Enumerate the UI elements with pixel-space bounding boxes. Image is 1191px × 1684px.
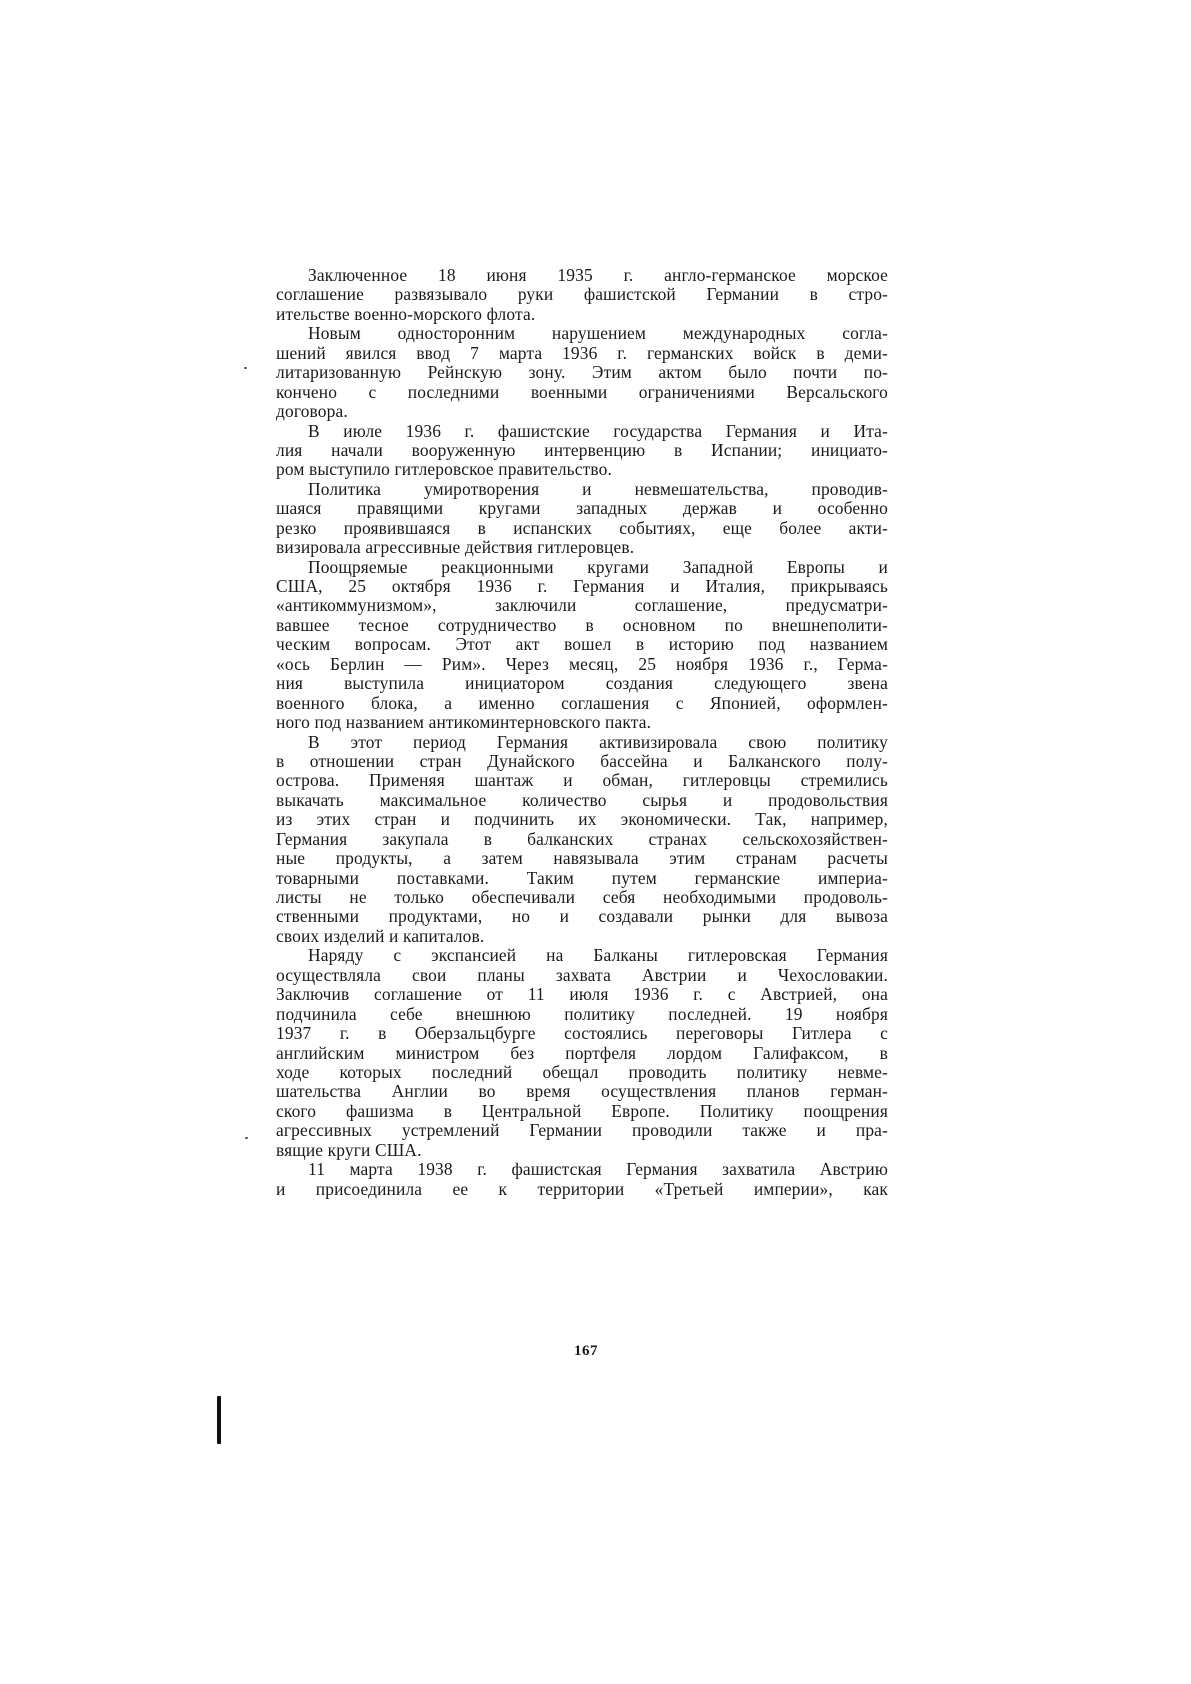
text-line: осуществляла свои планы захвата Австрии и Чехословакии. bbox=[276, 964, 888, 985]
text-line: ского фашизма в Центральной Европе. Политику поощрения bbox=[276, 1100, 888, 1121]
text-line: и присоединила ее к территории «Третьей империи», как bbox=[276, 1178, 888, 1199]
text-line: Заключив соглашение от 11 июля 1936 г. с Австрией, она bbox=[276, 984, 888, 1005]
text-line: литаризованную Рейнскую зону. Этим актом было почти по- bbox=[276, 362, 888, 383]
text-line: визировала агрессивные действия гитлеровцев. bbox=[276, 537, 635, 558]
text-line: лия начали вооруженную интервенцию в Испании; инициато- bbox=[276, 439, 888, 460]
text-line: подчинила себе внешнюю политику последней. 19 ноября bbox=[276, 1003, 888, 1024]
text-line: Наряду с экспансией на Балканы гитлеровская Германия bbox=[308, 945, 888, 966]
text-line: шаяся правящими кругами западных держав и особенно bbox=[276, 498, 888, 519]
text-line: договора. bbox=[276, 401, 348, 422]
text-line: ходе которых последний обещал проводить политику невме- bbox=[276, 1061, 888, 1082]
text-line: ительстве военно-морского флота. bbox=[276, 303, 536, 324]
text-line: Заключенное 18 июня 1935 г. англо-германское морское bbox=[308, 265, 888, 285]
text-line: ственными продуктами, но и создавали рынки для вывоза bbox=[276, 906, 888, 927]
text-line: Политика умиротворения и невмешательства, проводив- bbox=[308, 478, 888, 499]
text-line: вавшее тесное сотрудничество в основном по внешнеполити- bbox=[276, 614, 888, 635]
text-line: ром выступило гитлеровское правительство. bbox=[276, 459, 612, 480]
text-line: в отношении стран Дунайского бассейна и Балканского полу- bbox=[276, 750, 888, 771]
text-line: США, 25 октября 1936 г. Германия и Италия, прикрываясь bbox=[276, 576, 888, 596]
text-line: В этот период Германия активизировала свою политику bbox=[308, 731, 888, 752]
text-line: 11 марта 1938 г. фашистская Германия захватила Австрию bbox=[308, 1159, 888, 1180]
text-line: шательства Англии во время осуществления планов герман- bbox=[276, 1081, 888, 1102]
text-line: кончено с последними военными ограничениями Версальского bbox=[276, 381, 888, 402]
text-line: резко проявившаяся в испанских событиях, еще более акти- bbox=[276, 517, 888, 538]
text-line: ческим вопросам. Этот акт вошел в историю под названием bbox=[276, 634, 888, 655]
margin-ink-mark bbox=[217, 1396, 221, 1444]
text-line: ния выступила инициатором создания следующего звена bbox=[276, 673, 888, 694]
text-line: «антикоммунизмом», заключили соглашение, предусматри- bbox=[276, 595, 888, 616]
text-line: Германия закупала в балканских странах сельскохозяйствен- bbox=[276, 828, 888, 849]
text-line: острова. Применяя шантаж и обман, гитлеровцы стремились bbox=[276, 770, 888, 791]
text-line: английским министром без портфеля лордом Галифаксом, в bbox=[276, 1042, 888, 1063]
page-number: 167 bbox=[574, 1343, 598, 1359]
text-line: 1937 г. в Оберзальцбурге состоялись переговоры Гитлера с bbox=[276, 1023, 888, 1044]
text-line: Новым односторонним нарушением международных согла- bbox=[308, 323, 888, 344]
text-line: «ось Берлин — Рим». Через месяц, 25 ноября 1936 г., Герма- bbox=[276, 653, 888, 674]
text-line: военного блока, а именно соглашения с Японией, оформлен- bbox=[276, 692, 888, 713]
text-line: из этих стран и подчинить их экономически. Так, например, bbox=[276, 809, 888, 830]
text-line: агрессивных устремлений Германии проводили также и пра- bbox=[276, 1120, 888, 1141]
text-line: соглашение развязывало руки фашистской Германии в стро- bbox=[276, 284, 888, 305]
text-line: шений явился ввод 7 марта 1936 г. германских войск в деми- bbox=[276, 342, 888, 363]
text-line: ные продукты, а затем навязывала этим странам расчеты bbox=[276, 848, 888, 869]
text-line: Поощряемые реакционными кругами Западной Европы и bbox=[308, 556, 888, 577]
text-line: выкачать максимальное количество сырья и продовольствия bbox=[276, 789, 888, 810]
text-line: своих изделий и капиталов. bbox=[276, 925, 485, 946]
body-text bbox=[276, 266, 888, 1199]
text-line: ного под названием антикоминтерновского пакта. bbox=[276, 712, 652, 733]
ink-speck bbox=[244, 367, 247, 369]
text-line: вящие круги США. bbox=[276, 1139, 422, 1160]
text-line: товарными поставками. Таким путем германские империа- bbox=[276, 867, 888, 888]
ink-speck bbox=[245, 1137, 248, 1139]
text-line: листы не только обеспечивали себя необходимыми продоволь- bbox=[276, 887, 888, 907]
text-line: В июле 1936 г. фашистские государства Германия и Ита- bbox=[308, 420, 888, 441]
